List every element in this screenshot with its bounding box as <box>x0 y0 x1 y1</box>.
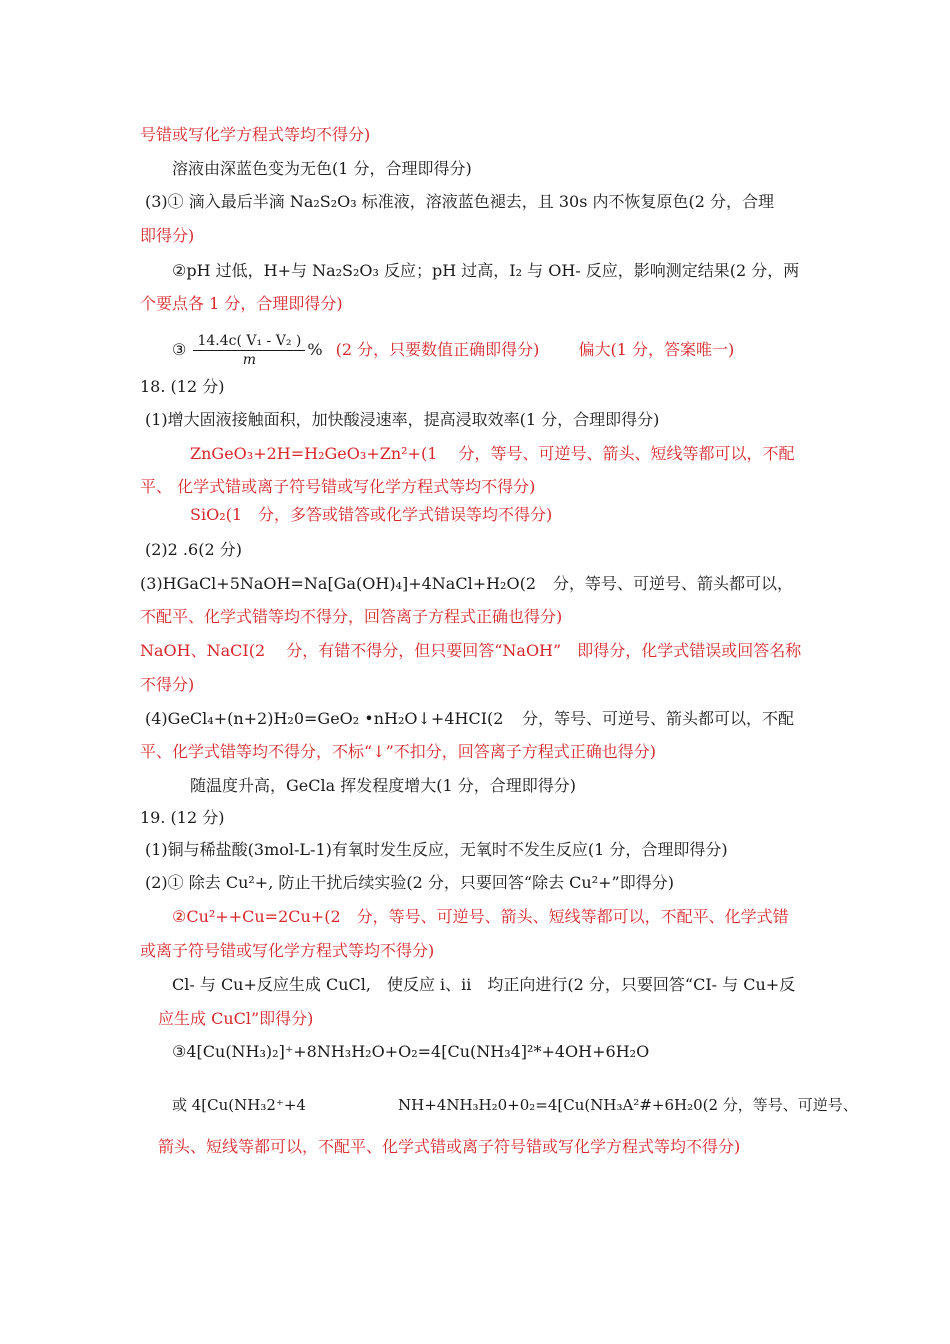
text-segment: (2 分，只要数值正确即得分) <box>335 340 540 359</box>
text-segment: ②pH 过低，H+与 Na₂S₂O₃ 反应；pH 过高，I₂ 与 OH- 反应，影响测定结果 <box>172 261 730 280</box>
text-line: (1)铜与稀盐酸(3mol-L-1)有氧时发生反应，无氧时不发生反应(1 分，合理即得分) <box>145 840 728 859</box>
text-line <box>172 260 799 282</box>
formula-line <box>172 332 734 369</box>
text-line: 平、 化学式错或离子符号错或写化学方程式等均不得分) <box>140 477 536 496</box>
fraction-denominator: m <box>242 352 257 368</box>
text-line <box>145 191 774 213</box>
fraction <box>193 332 305 369</box>
text-line: 或 4[Cu(NH₃2⁺+4 <box>172 1096 306 1114</box>
text-segment: 偏大 <box>578 340 611 359</box>
text-line: (1)增大固液接触面积，加快酸浸速率，提高浸取效率(1 分，合理即得分) <box>145 410 660 429</box>
text-line: 不得分) <box>140 675 195 694</box>
text-line: 个要点各 1 分，合理即得分) <box>140 294 343 313</box>
text-line: 不配平、化学式错等均不得分，回答离子方程式正确也得分) <box>140 607 563 626</box>
text-segment: (1 分，答案唯一) <box>610 340 735 359</box>
text-line: 箭头、短线等都可以，不配平、化学式错或离子符号错或写化学方程式等均不得分) <box>158 1137 741 1156</box>
section-heading: 18. (12 分) <box>140 377 225 396</box>
text-line: 应生成 CuCl”即得分) <box>158 1009 314 1028</box>
text-line: 号错或写化学方程式等均不得分) <box>140 125 371 144</box>
text-line: 或离子符号错或写化学方程式等均不得分) <box>140 941 435 960</box>
text-segment: (2 分，两 <box>729 261 800 280</box>
text-line: SiO₂(1 分，多答或错答或化学式错误等均不得分) <box>190 505 553 524</box>
text-line: 分，等号、可逆号、箭头都可以， <box>553 574 794 593</box>
text-line: ②Cu²++Cu=2Cu+(2 分，等号、可逆号、箭头、短线等都可以，不配平、化学式错 <box>172 907 789 926</box>
text-line: (2)① 除去 Cu²+, 防止干扰后续实验(2 分，只要回答“除去 Cu²+”即得分) <box>145 873 674 892</box>
text-line: (4)GeCl₄+(n+2)H₂0=GeO₂ •nH₂O↓+4HCI(2 <box>145 709 504 728</box>
circled-number: ③ <box>172 340 187 359</box>
section-heading: 19. (12 分) <box>140 808 225 827</box>
text-segment: (2 分，合理 <box>688 192 775 211</box>
text-line: (2)2 .6(2 分) <box>145 540 242 559</box>
text-line: 即得分) <box>140 226 195 245</box>
percent-sign: % <box>307 340 323 359</box>
text-line: 随温度升高，GeCla 挥发程度增大(1 分，合理即得分) <box>190 776 576 795</box>
text-line: NH+4NH₃H₂0+0₂=4[Cu(NH₃A²#+6H₂0(2 分，等号、可逆号、 <box>398 1096 858 1114</box>
text-line: ③4[Cu(NH₃)₂]⁺+8NH₃H₂O+O₂=4[Cu(NH₃4]²*+4OH+6H₂O <box>172 1042 650 1061</box>
text-line: 平、化学式错等均不得分，不标“↓”不扣分，回答离子方程式正确也得分) <box>140 742 657 761</box>
text-line: ZnGeO₃+2H=H₂GeO₃+Zn²+(1 分，等号、可逆号、箭头、短线等都可以，不配 <box>190 444 795 463</box>
fraction-numerator: 14.4c( V₁ - V₂ ) <box>193 332 305 351</box>
text-line: Cl- 与 Cu+反应生成 CuCl, 使反应 ⅰ、ⅱ 均正向进行(2 分，只要回答“CI- 与 Cu+反 <box>172 975 796 994</box>
text-line: 分，等号、可逆号、箭头都可以，不配 <box>522 709 795 728</box>
text-segment: (3)HGaCl+5NaOH=Na[Ga(OH)₄]+4NaCl+H₂O(2 <box>140 574 537 593</box>
text-segment: (3)① 滴入最后半滴 Na₂S₂O₃ 标准液，溶液蓝色褪去，且 30s 内不恢复原色 <box>145 192 689 211</box>
text-line: 溶液由深蓝色变为无色(1 分，合理即得分) <box>172 159 472 178</box>
text-line <box>140 573 536 595</box>
text-line: NaOH、NaCI(2 分，有错不得分，但只要回答“NaOH” 即得分，化学式错误或回答名称 <box>140 641 802 660</box>
